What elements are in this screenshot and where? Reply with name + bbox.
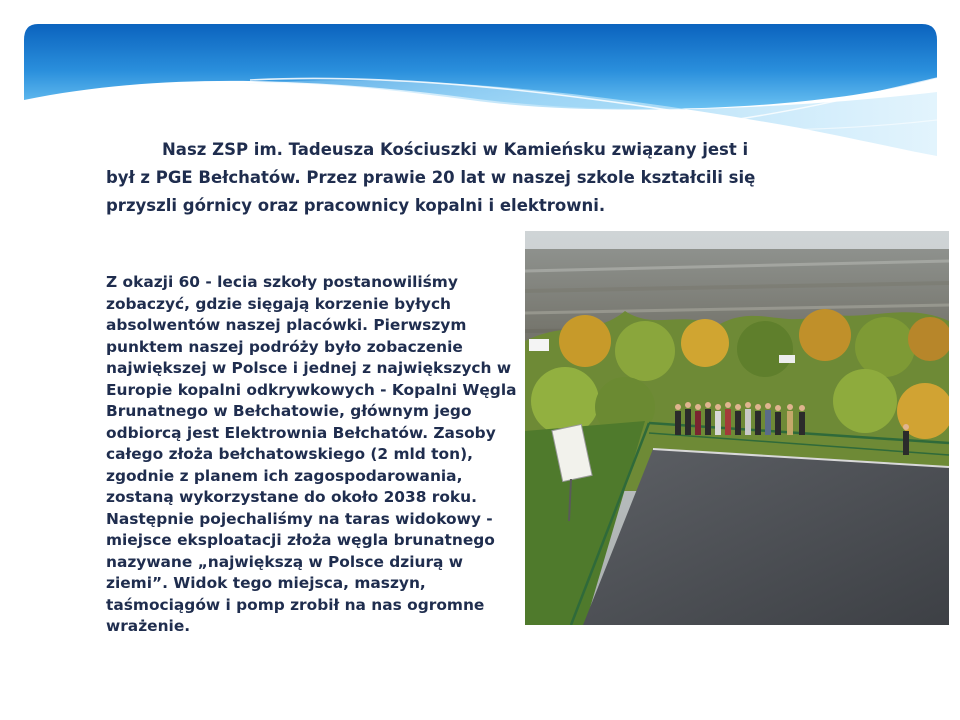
intro-text: Nasz ZSP im. Tadeusza Kościuszki w Kamieńsku związany jest i był z PGE Bełchatów. Przez prawie 20 lat w naszej szkole kształcili się przyszli górnicy oraz pracownicy kopalni i elektrowni. (106, 140, 756, 215)
intro-paragraph (106, 136, 766, 220)
mine-terrace-photo (525, 231, 949, 625)
body-paragraph: Z okazji 60 - lecia szkoły postanowiliśmy zobaczyć, gdzie sięgają korzenie byłych absolwentów naszej placówki. Pierwszym punktem naszej podróży było zobaczenie największej w Polsce i jednej z największych w Europie kopalni odkrywkowych - Kopalni Węgla Brunatnego w Bełchatowie, głównym jego odbiorcą jest Elektrownia Bełchatów. Zasoby całego złoża bełchatowskiego (2 mld ton), zgodnie z planem ich zagospodarowania, zostaną wykorzystane do około 2038 roku. Następnie pojechaliśmy na taras widokowy - miejsce eksploatacji złoża węgla brunatnego nazywane „największą w Polsce dziurą w ziemi”. Widok tego miejsca, maszyn, taśmociągów i pomp zrobił na nas ogromne wrażenie. (106, 273, 517, 635)
